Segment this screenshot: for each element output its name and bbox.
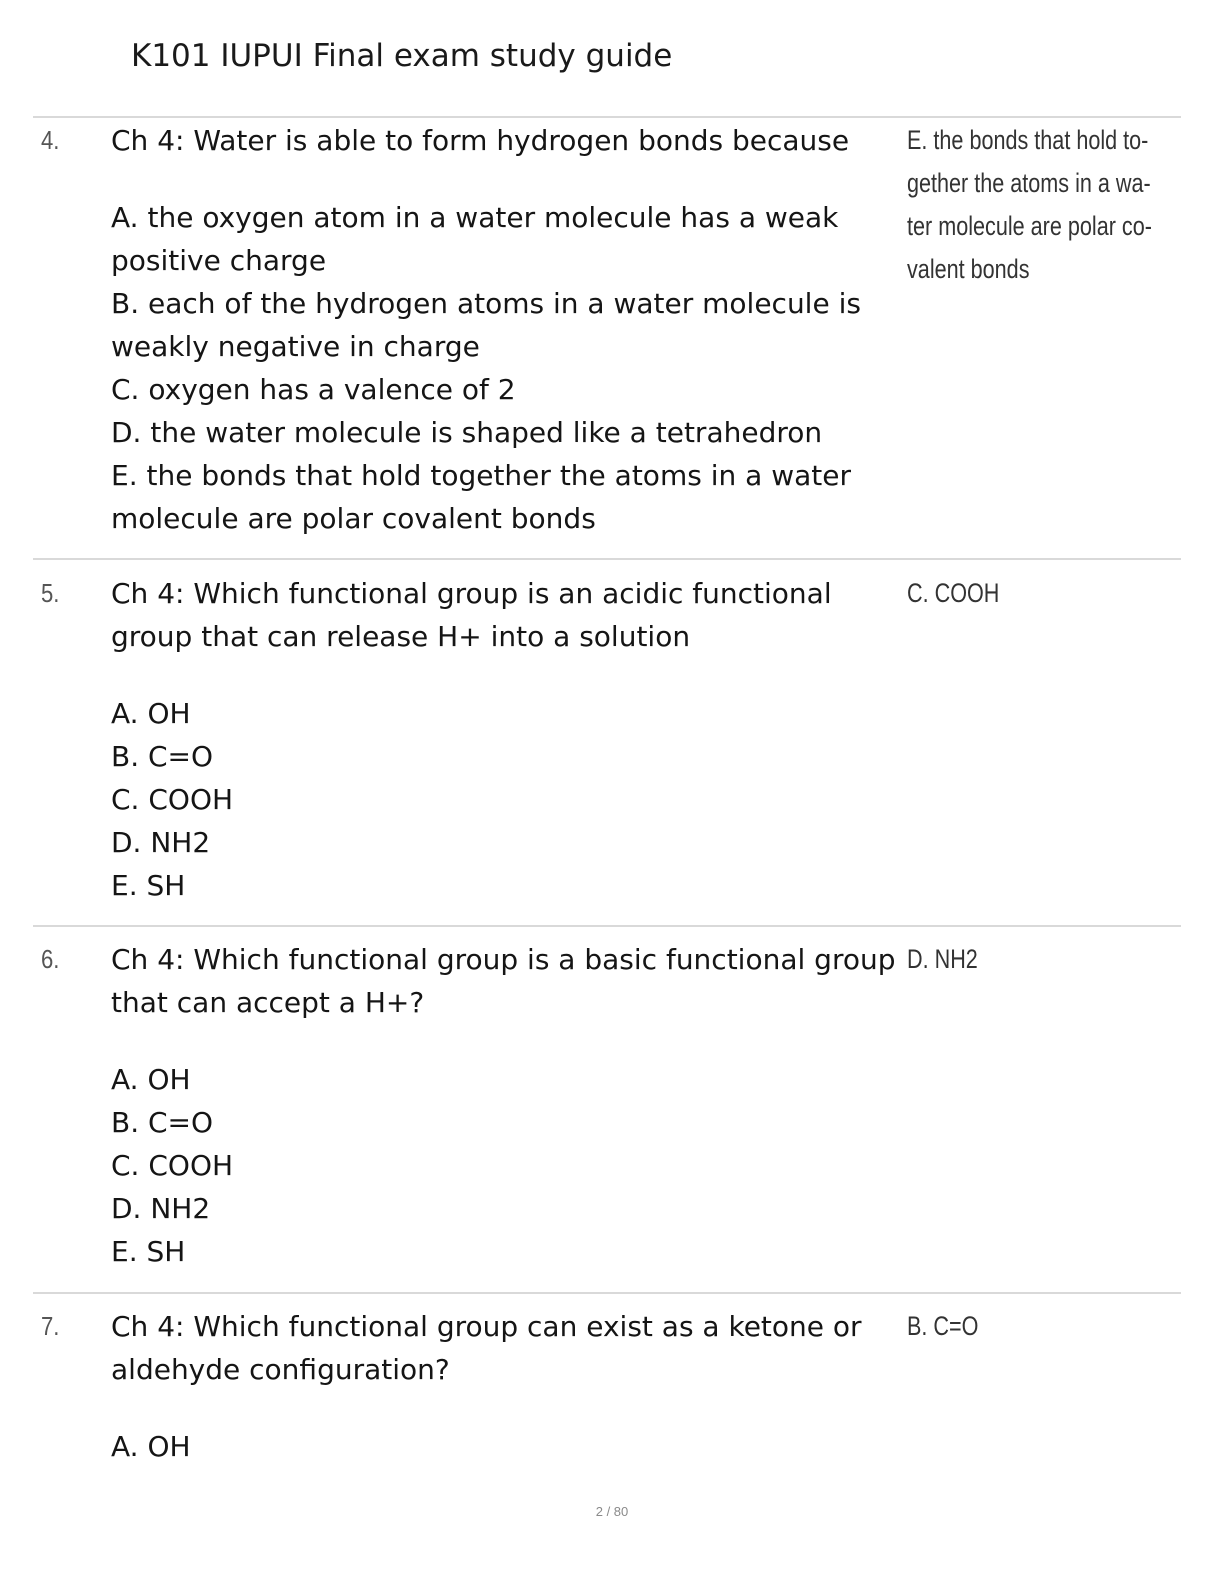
option-a: A. OH: [111, 697, 191, 730]
answer-text: [907, 119, 1175, 291]
question-body: [111, 1305, 901, 1468]
option-c: C. COOH: [111, 1149, 234, 1182]
question-number: 4.: [41, 125, 60, 155]
option-e: E. SH: [111, 869, 186, 902]
answer-text: [907, 938, 1175, 981]
answer-value: C. COOH: [907, 578, 1000, 608]
answer-text: [907, 1305, 1175, 1348]
divider: [33, 1292, 1181, 1294]
divider: [33, 116, 1181, 118]
question-text: Ch 4: Which functional group is a basic functional group that can accept a H+?: [111, 943, 896, 1019]
option-e: E. SH: [111, 1235, 186, 1268]
question-text: Ch 4: Which functional group can exist as a ketone or aldehyde configuration?: [111, 1310, 862, 1386]
divider: [33, 925, 1181, 927]
option-list: [111, 196, 901, 540]
option-d: D. the water molecule is shaped like a tetrahedron: [111, 416, 823, 449]
question-body: [111, 572, 901, 907]
option-a: A. OH: [111, 1063, 191, 1096]
option-d: D. NH2: [111, 826, 211, 859]
option-b: B. C=O: [111, 1106, 214, 1139]
option-e: E. the bonds that hold together the atoms in a water molecule are polar covalent bonds: [111, 459, 851, 535]
option-b: B. each of the hydrogen atoms in a water molecule is weakly negative in charge: [111, 287, 861, 363]
question-number: 5.: [41, 578, 60, 608]
option-d: D. NH2: [111, 1192, 211, 1225]
option-a: A. OH: [111, 1430, 191, 1463]
question-body: [111, 938, 901, 1273]
answer-value: B. C=O: [907, 1311, 979, 1341]
option-c: C. oxygen has a valence of 2: [111, 373, 516, 406]
document-title: K101 IUPUI Final exam study guide: [131, 38, 673, 74]
option-list: [111, 1425, 901, 1468]
page-indicator: 2 / 80: [595, 1504, 629, 1519]
question-number: 6.: [41, 944, 60, 974]
option-b: B. C=O: [111, 740, 214, 773]
option-c: C. COOH: [111, 783, 234, 816]
option-list: [111, 1058, 901, 1273]
divider: [33, 558, 1181, 560]
answer-value: E. the bonds that hold to- gether the atoms in a wa- ter molecule are polar co- valent bonds: [907, 125, 1152, 284]
question-number: 7.: [41, 1311, 60, 1341]
question-text: Ch 4: Which functional group is an acidic functional group that can release H+ into a solution: [111, 577, 832, 653]
answer-text: [907, 572, 1175, 615]
question-text: Ch 4: Water is able to form hydrogen bonds because: [111, 124, 850, 157]
answer-value: D. NH2: [907, 944, 978, 974]
option-a: A. the oxygen atom in a water molecule has a weak positive charge: [111, 201, 839, 277]
question-body: [111, 119, 901, 540]
option-list: [111, 692, 901, 907]
